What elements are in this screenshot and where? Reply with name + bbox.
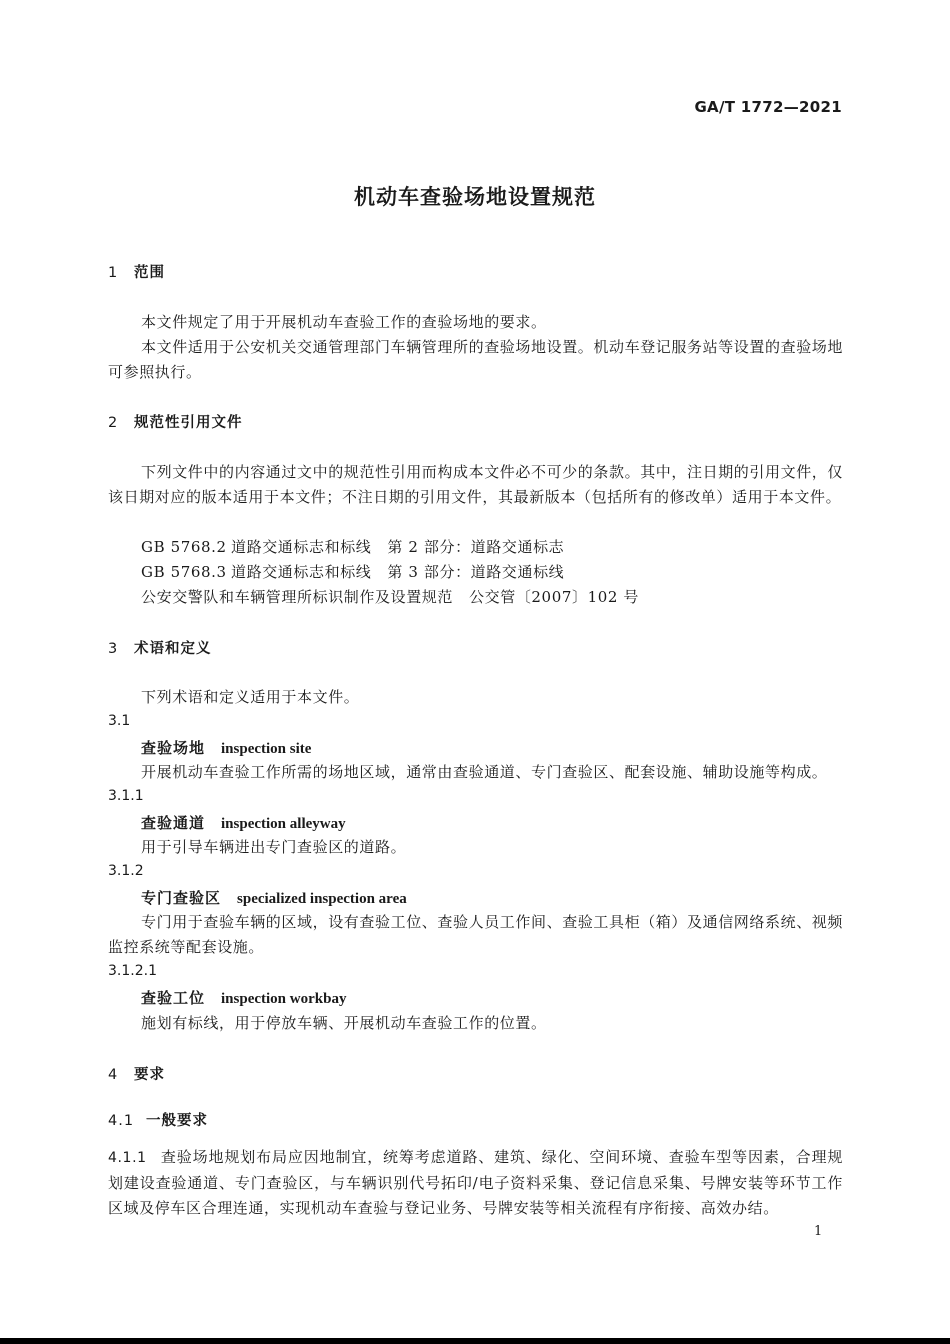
section-number: 1 — [108, 265, 119, 281]
term-en: inspection alleyway — [221, 816, 346, 832]
term-number: 3.1.1 — [108, 788, 144, 804]
section-title: 术语和定义 — [134, 641, 212, 657]
term-definition: 开展机动车查验工作所需的场地区域，通常由查验通道、专门查验区、配套设施、辅助设施等构成。 — [141, 763, 828, 781]
paragraph: 下列文件中的内容通过文中的规范性引用而构成本文件必不可少的条款。其中，注日期的引用文件，仅该日期对应的版本适用于本文件；不注日期的引用文件，其最新版本（包括所有的修改单）适用于本文件。 — [108, 463, 844, 506]
reference-title: 道路交通标志和标线 — [231, 563, 372, 581]
term-en: inspection workbay — [221, 991, 347, 1007]
section-number: 4 — [108, 1067, 119, 1083]
section-number: 2 — [108, 415, 119, 431]
term-zh: 查验场地 — [141, 739, 206, 757]
reference-part: 第 2 部分：道路交通标志 — [387, 538, 565, 556]
term-number: 3.1 — [108, 713, 131, 729]
term-number: 3.1.2 — [108, 863, 144, 879]
section-4-heading — [108, 1063, 165, 1084]
reference-code: GB 5768.3 — [141, 563, 227, 581]
section-3-heading — [108, 637, 212, 658]
term-number: 3.1.2.1 — [108, 963, 157, 979]
term-definition: 用于引导车辆进出专门查验区的道路。 — [141, 838, 407, 856]
reference-code: 公交管〔2007〕102 号 — [469, 588, 639, 606]
term-zh: 查验通道 — [141, 814, 206, 832]
section-2-heading — [108, 411, 243, 432]
clause-text: 查验场地规划布局应因地制宜，统筹考虑道路、建筑、绿化、空间环境、查验车型等因素，合理规划建设查验通道、专门查验区，与车辆识别代号拓印/电子资料采集、登记信息采集、号牌安装等环节工作区域及停车区合理连通，实现机动车查验与登记业务、号牌安装等相关流程有序衔接、高效办结。 — [108, 1148, 843, 1217]
paragraph: 本文件规定了用于开展机动车查验工作的查验场地的要求。 — [141, 313, 547, 331]
clause-number: 4.1.1 — [108, 1150, 147, 1166]
term-en: specialized inspection area — [237, 891, 407, 907]
reference-title: 道路交通标志和标线 — [231, 538, 372, 556]
bottom-border — [0, 1338, 950, 1344]
page-number: 1 — [814, 1224, 823, 1239]
subsection-4-1-heading — [108, 1109, 208, 1130]
reference-title: 公安交警队和车辆管理所标识制作及设置规范 — [141, 588, 454, 606]
term-entry — [141, 887, 407, 908]
reference-code: GB 5768.2 — [141, 538, 227, 556]
term-entry — [141, 987, 346, 1008]
normative-reference — [141, 535, 843, 560]
section-1-heading — [108, 261, 165, 282]
clause-4-1-1 — [108, 1145, 843, 1221]
term-entry — [141, 812, 346, 833]
term-definition: 施划有标线，用于停放车辆、开展机动车查验工作的位置。 — [141, 1014, 547, 1032]
standard-code: GA/T 1772—2021 — [694, 98, 842, 116]
term-definition: 专门用于查验车辆的区域，设有查验工位、查验人员工作间、查验工具柜（箱）及通信网络系统、视频监控系统等配套设施。 — [108, 913, 844, 956]
term-entry — [141, 737, 311, 758]
section-title: 规范性引用文件 — [134, 415, 243, 431]
document-title: 机动车查验场地设置规范 — [354, 185, 596, 209]
subsection-title: 一般要求 — [146, 1113, 208, 1129]
normative-reference — [141, 560, 843, 585]
section-title: 要求 — [134, 1067, 165, 1083]
section-title: 范围 — [134, 265, 165, 281]
normative-reference — [141, 585, 843, 610]
paragraph: 本文件适用于公安机关交通管理部门车辆管理所的查验场地设置。机动车登记服务站等设置的查验场地可参照执行。 — [108, 338, 844, 381]
term-zh: 专门查验区 — [141, 889, 222, 907]
section-number: 3 — [108, 641, 119, 657]
term-zh: 查验工位 — [141, 989, 206, 1007]
paragraph: 下列术语和定义适用于本文件。 — [141, 688, 360, 706]
reference-part: 第 3 部分：道路交通标线 — [387, 563, 565, 581]
term-en: inspection site — [221, 741, 312, 757]
subsection-number: 4.1 — [108, 1113, 135, 1129]
